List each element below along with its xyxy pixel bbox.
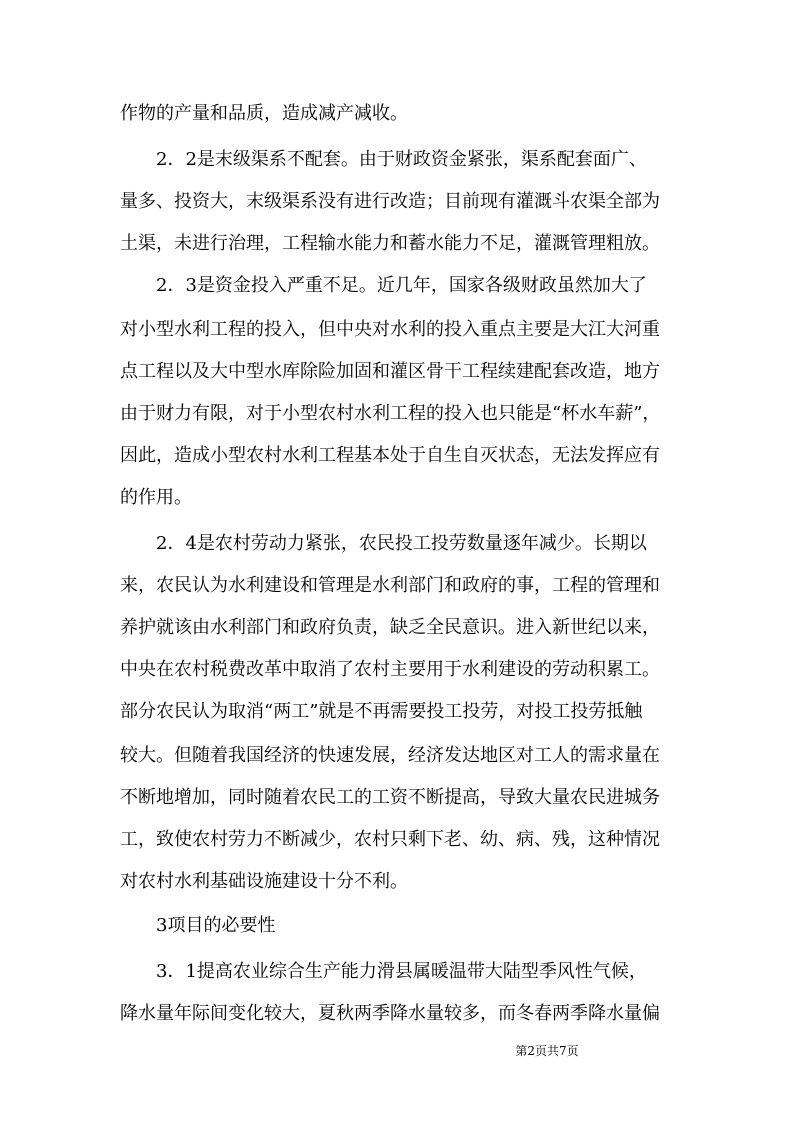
- paragraph-2-3-start: 2．3是资金投入严重不足。近几年，国家各级财政虽然加大了: [156, 275, 647, 296]
- text-line: 由于财力有限，对于小型农村水利工程的投入也只能是“杯水车薪”，: [120, 403, 661, 424]
- text-line: 来，农民认为水利建设和管理是水利部门和政府的事，工程的管理和: [120, 575, 660, 596]
- text-line: 的作用。: [120, 487, 192, 508]
- text-line: 对小型水利工程的投入，但中央对水利的投入重点主要是大江大河重: [120, 319, 660, 340]
- paragraph-3-1-start: 3．1提高农业综合生产能力滑县属暖温带大陆型季风性气候，: [156, 961, 647, 982]
- paragraph-2-2-start: 2．2是末级渠系不配套。由于财政资金紧张，渠系配套面广、: [156, 149, 647, 170]
- paragraph-2-4-start: 2．4是农村劳动力紧张，农民投工投劳数量逐年减少。长期以: [156, 533, 647, 554]
- text-line: 降水量年际间变化较大，夏秋两季降水量较多，而冬春两季降水量偏: [120, 1003, 660, 1024]
- text-line: 养护就该由水利部门和政府负责，缺乏全民意识。进入新世纪以来，: [120, 617, 660, 638]
- text-line: 对农村水利基础设施建设十分不利。: [120, 871, 408, 892]
- text-line: 土渠，未进行治理，工程输水能力和蓄水能力不足，灌溉管理粗放。: [120, 233, 660, 254]
- text-line: 较大。但随着我国经济的快速发展，经济发达地区对工人的需求量在: [120, 745, 660, 766]
- text-line: 部分农民认为取消“两工”就是不再需要投工投劳，对投工投劳抵触: [120, 701, 643, 722]
- text-line: 工，致使农村劳力不断减少，农村只剩下老、幼、病、残，这种情况: [120, 829, 660, 850]
- page-footer: [0, 1043, 794, 1059]
- text-line: 不断地增加，同时随着农民工的工资不断提高，导致大量农民进城务: [120, 787, 660, 808]
- section-heading: 3项目的必要性: [156, 915, 276, 936]
- page-number: 第2页共7页: [515, 1044, 579, 1058]
- text-line: 点工程以及大中型水库除险加固和灌区骨干工程续建配套改造，地方: [120, 361, 660, 382]
- text-line-continuation: 作物的产量和品质，造成减产减收。: [120, 103, 408, 124]
- text-line: 量多、投资大，末级渠系没有进行改造；目前现有灌溉斗农渠全部为: [120, 191, 660, 212]
- text-line: 因此，造成小型农村水利工程基本处于自生自灭状态，无法发挥应有: [120, 445, 660, 466]
- text-line: 中央在农村税费改革中取消了农村主要用于水利建设的劳动积累工。: [120, 659, 660, 680]
